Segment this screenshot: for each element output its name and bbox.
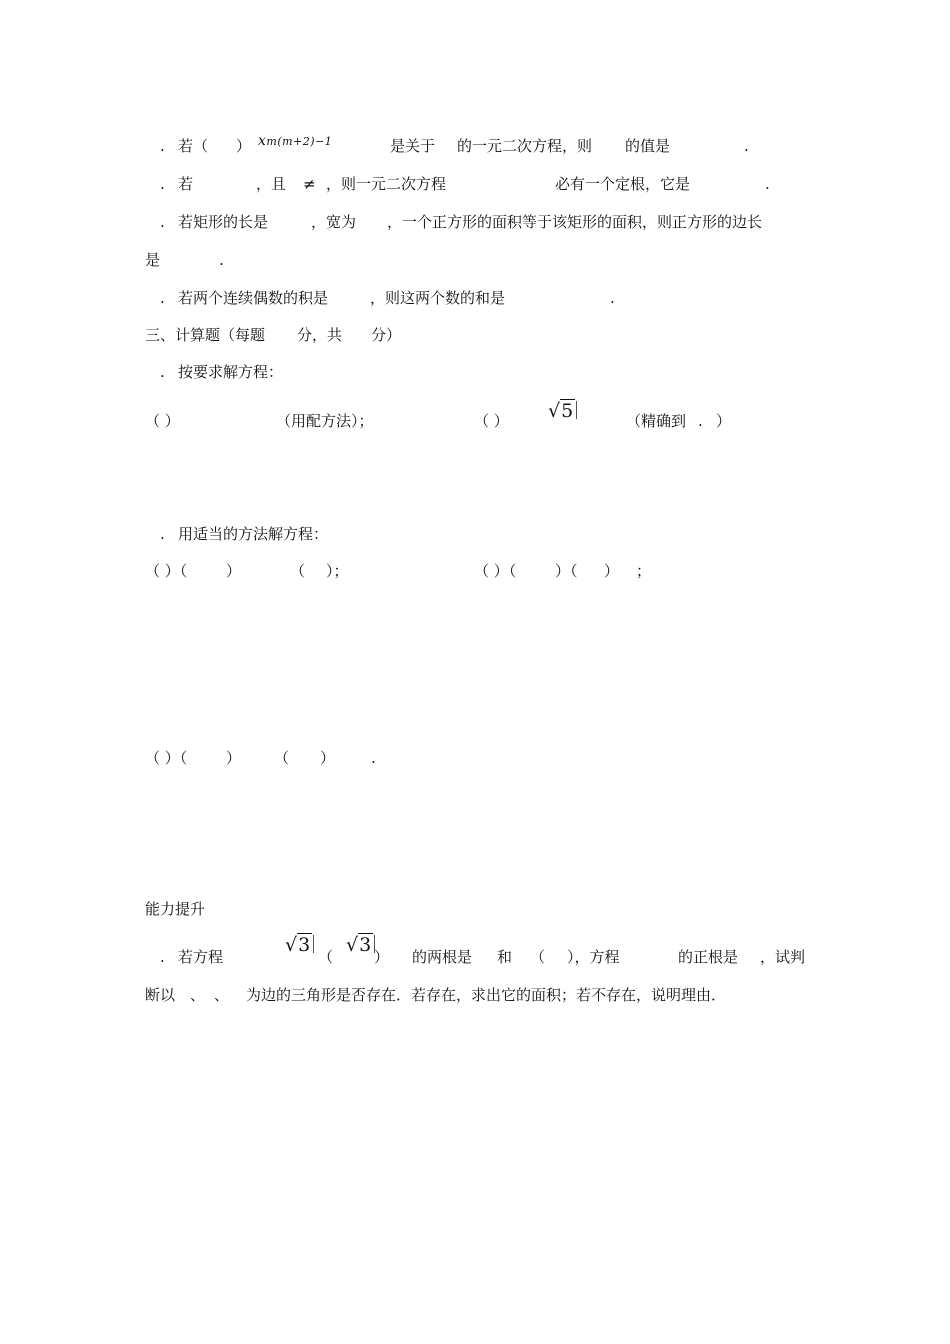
- question-text: 和: [497, 948, 513, 966]
- question-text: 若方程: [178, 948, 224, 966]
- question-text: 按要求解方程：: [178, 363, 284, 381]
- square-root-expression: √5: [548, 400, 577, 422]
- question-number: .: [160, 137, 165, 155]
- question-text: ，且: [256, 175, 287, 193]
- precision-note: ）: [716, 412, 732, 430]
- equation-part: ）: [226, 562, 242, 580]
- section-title: 分，共: [297, 326, 343, 344]
- question-end-period: .: [744, 137, 749, 155]
- not-equal-symbol: ≠: [303, 175, 316, 193]
- equation-part: ）: [604, 562, 620, 580]
- question-number: .: [160, 289, 165, 307]
- question-text: ，一个正方形的面积等于该矩形的面积，则正方形的边长: [387, 213, 763, 231]
- question-end-period: .: [765, 175, 770, 193]
- question-text: 若两个连续偶数的积是: [178, 289, 329, 307]
- question-text: ，则一元二次方程: [326, 175, 447, 193]
- question-number: .: [160, 948, 165, 966]
- equation-part: （: [290, 562, 306, 580]
- subquestion-label: （ ）: [145, 412, 180, 430]
- question-number: .: [160, 213, 165, 231]
- equation-part: ）: [226, 749, 242, 767]
- method-note: （用配方法）；: [276, 412, 374, 430]
- question-text: 若矩形的长是: [178, 213, 269, 231]
- equation-part: ）: [374, 948, 390, 966]
- question-number: .: [160, 175, 165, 193]
- question-text: 用适当的方法解方程：: [178, 525, 329, 543]
- equation-part: ）；: [326, 562, 349, 580]
- equation-part: ）（: [555, 562, 578, 580]
- question-text: 、: [190, 986, 206, 1004]
- exponent-expression: xm(m+2)−1: [258, 133, 333, 149]
- equation-part: （: [274, 749, 290, 767]
- subquestion-label: （ ）（: [474, 562, 517, 580]
- precision-note: .: [698, 412, 703, 430]
- question-text: 必有一个定根，它是: [555, 175, 691, 193]
- question-text: 、: [214, 986, 230, 1004]
- question-text: 断以: [145, 986, 176, 1004]
- question-text: ），方程: [567, 948, 620, 966]
- question-text: 的一元二次方程，则: [457, 137, 593, 155]
- question-text: 的值是: [625, 137, 671, 155]
- question-text: ，试判: [760, 948, 806, 966]
- section-heading-ability: 能力提升: [145, 900, 206, 918]
- section-title: 分）: [371, 326, 402, 344]
- subquestion-label: （ ）（: [145, 562, 188, 580]
- subquestion-label: （ ）（: [145, 749, 188, 767]
- section-title: 三、计算题（每题: [145, 326, 266, 344]
- question-text: ，宽为: [311, 213, 357, 231]
- question-text: ）: [236, 137, 252, 155]
- question-end-period: .: [219, 251, 224, 269]
- question-text: 是: [145, 251, 161, 269]
- equation-part: ）: [320, 749, 336, 767]
- question-text: （: [530, 948, 546, 966]
- question-text: 是关于: [390, 137, 436, 155]
- equation-part: （: [318, 948, 334, 966]
- question-text: ，则这两个数的和是: [370, 289, 506, 307]
- question-text: 的两根是: [412, 948, 473, 966]
- question-text: 若（: [178, 137, 209, 155]
- question-text: 为边的三角形是否存在．若存在，求出它的面积；若不存在，说明理由．: [246, 986, 727, 1004]
- question-text: 若: [178, 175, 194, 193]
- subquestion-label: （ ）: [474, 412, 509, 430]
- precision-note: （精确到: [626, 412, 687, 430]
- question-number: .: [160, 363, 165, 381]
- equation-part: ；: [636, 562, 652, 580]
- question-end-period: .: [371, 749, 376, 767]
- question-number: .: [160, 525, 165, 543]
- question-end-period: .: [610, 289, 615, 307]
- square-root-expression: √3: [346, 934, 375, 956]
- square-root-expression: √3: [285, 934, 314, 956]
- question-text: 的正根是: [678, 948, 739, 966]
